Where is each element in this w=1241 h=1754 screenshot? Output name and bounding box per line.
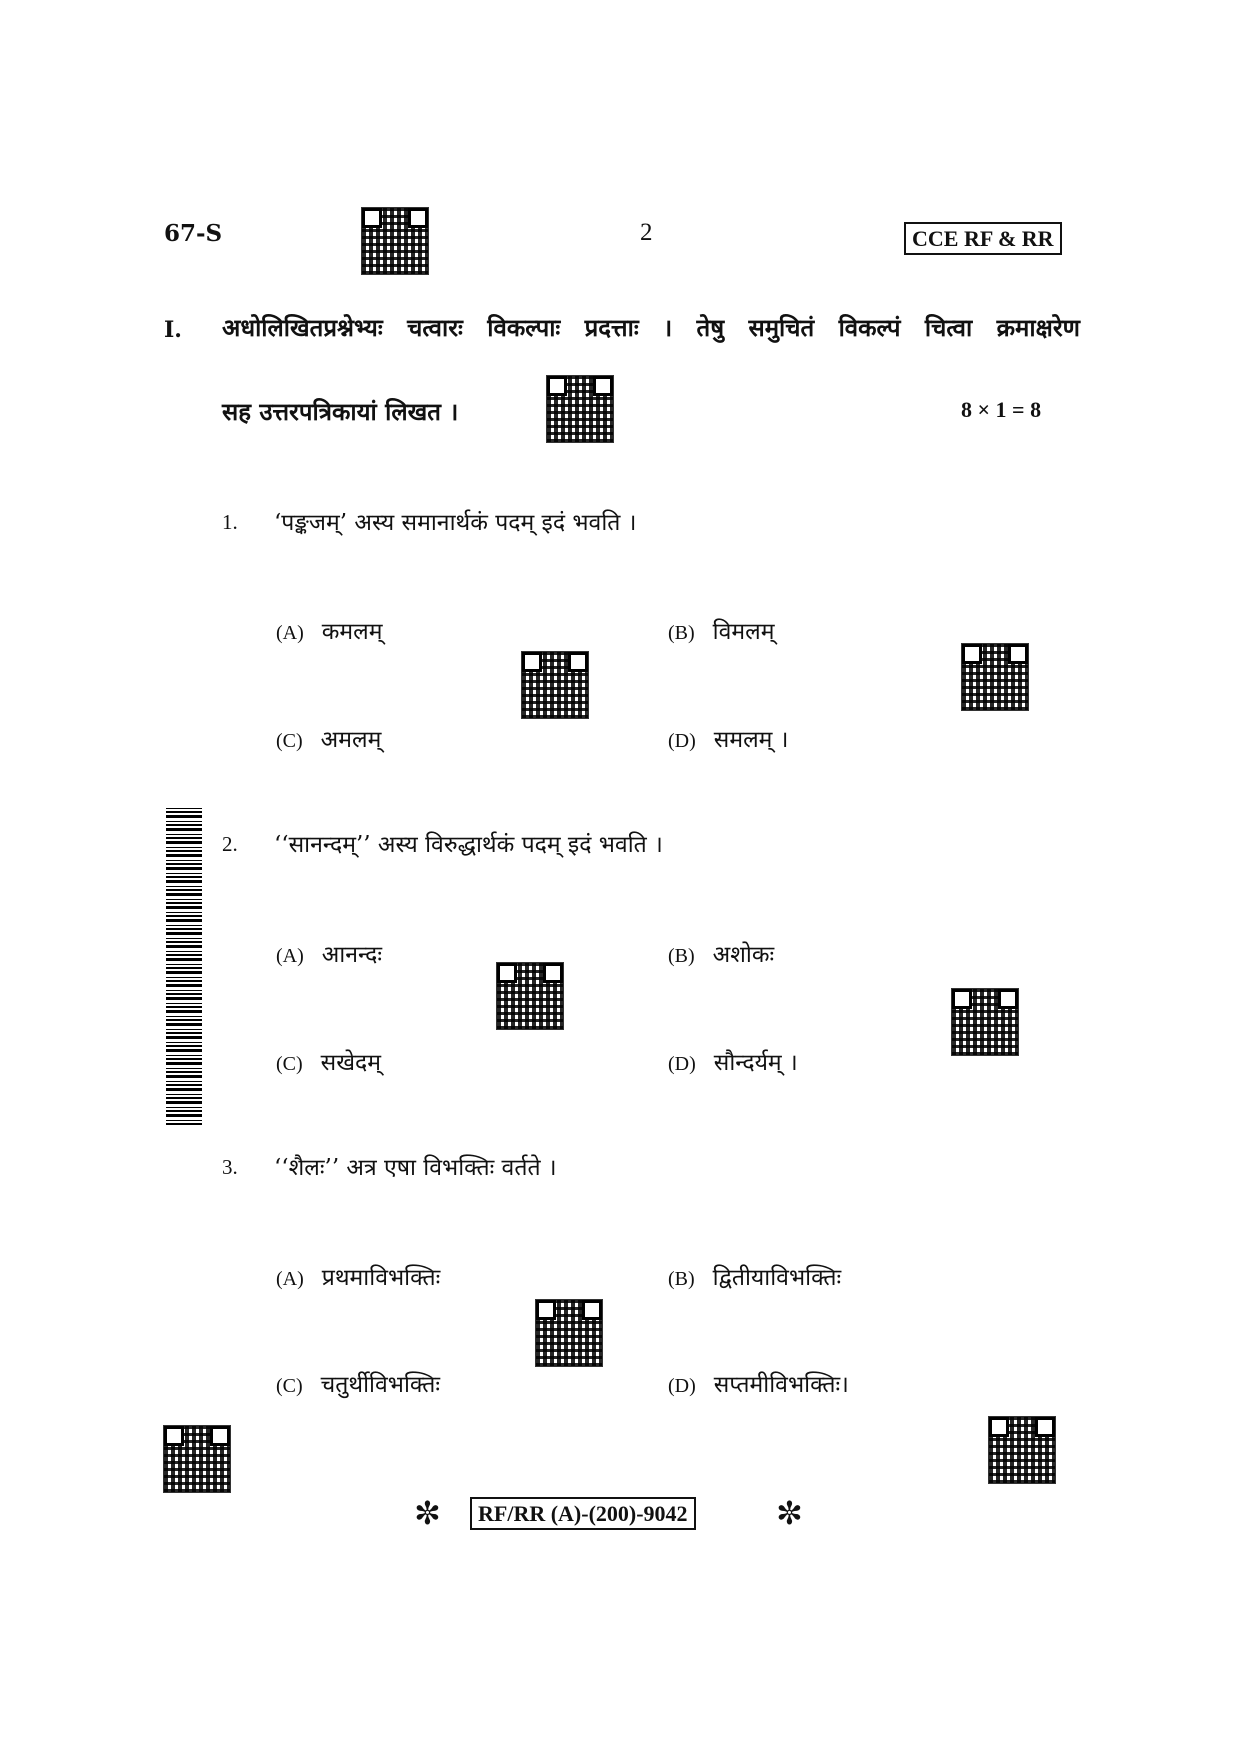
paper-code: 67-S [164, 220, 223, 247]
qr-code [164, 1426, 230, 1492]
footer-code: RF/RR (A)-(200)-9042 [470, 1497, 696, 1530]
section-instruction-continued: सह उत्तरपत्रिकायां लिखत । [222, 397, 459, 426]
option-label: (B) [668, 622, 695, 644]
option-text: द्वितीयाविभक्तिः [712, 1265, 842, 1291]
option-d [668, 1367, 849, 1399]
option-label: (D) [668, 1375, 696, 1397]
qr-code [536, 1300, 602, 1366]
option-label: (B) [668, 1268, 695, 1290]
option-a [276, 937, 382, 969]
option-label: (D) [668, 730, 696, 752]
option-text: सौन्दर्यम् । [713, 1050, 798, 1076]
option-label: (A) [276, 1268, 304, 1290]
option-text: अमलम् [320, 727, 382, 753]
option-label: (B) [668, 945, 695, 967]
option-label: (C) [276, 1053, 303, 1075]
option-label: (D) [668, 1053, 696, 1075]
option-c [276, 1367, 440, 1399]
option-b [668, 937, 774, 969]
qr-code [497, 963, 563, 1029]
series-label: CCE RF & RR [904, 222, 1062, 255]
option-a [276, 614, 383, 646]
option-text: कमलम् [321, 619, 383, 645]
qr-code [547, 376, 613, 442]
option-text: अशोकः [712, 942, 775, 968]
qr-code [952, 989, 1018, 1055]
qr-code [962, 644, 1028, 710]
option-text: आनन्दः [321, 942, 383, 968]
option-d [668, 1045, 798, 1077]
option-d [668, 722, 788, 754]
option-b [668, 1260, 841, 1292]
qr-code [522, 652, 588, 718]
option-b [668, 614, 775, 646]
option-c [276, 722, 381, 754]
question-number: 1. [222, 510, 238, 534]
page-number: 2 [640, 219, 653, 246]
option-text: समलम् । [713, 727, 789, 753]
qr-code [989, 1417, 1055, 1483]
question-number: 2. [222, 832, 238, 856]
option-text: विमलम् [712, 619, 775, 645]
question-text: ‘पङ्कजम्’ अस्य समानार्थकं पदम् इदं भवति । [274, 510, 637, 536]
option-text: चतुर्थीविभक्तिः [320, 1372, 440, 1398]
ornament-icon: ✼ [776, 1494, 803, 1532]
option-label: (A) [276, 945, 304, 967]
question-text: ‘‘शैलः’’ अत्र एषा विभक्तिः वर्तते । [274, 1155, 557, 1181]
option-text: सप्तमीविभक्तिः। [713, 1372, 849, 1398]
option-label: (C) [276, 730, 303, 752]
option-c [276, 1045, 381, 1077]
option-label: (C) [276, 1375, 303, 1397]
section-number: I. [164, 317, 182, 343]
option-a [276, 1260, 440, 1292]
side-barcode [166, 805, 202, 1125]
question-text: ‘‘सानन्दम्’’ अस्य विरुद्धार्थकं पदम् इदं भवति । [274, 832, 663, 858]
option-label: (A) [276, 622, 304, 644]
question-number: 3. [222, 1155, 238, 1179]
option-text: सखेदम् [320, 1050, 382, 1076]
section-instruction: अधोलिखितप्रश्नेभ्यः चत्वारः विकल्पाः प्रदत्ताः । तेषु समुचितं विकल्पं चित्वा क्रमाक्षरेण [222, 313, 1080, 342]
option-text: प्रथमाविभक्तिः [321, 1265, 441, 1291]
qr-code [362, 208, 428, 274]
ornament-icon: ✼ [414, 1494, 441, 1532]
section-marks: 8 × 1 = 8 [961, 397, 1042, 422]
